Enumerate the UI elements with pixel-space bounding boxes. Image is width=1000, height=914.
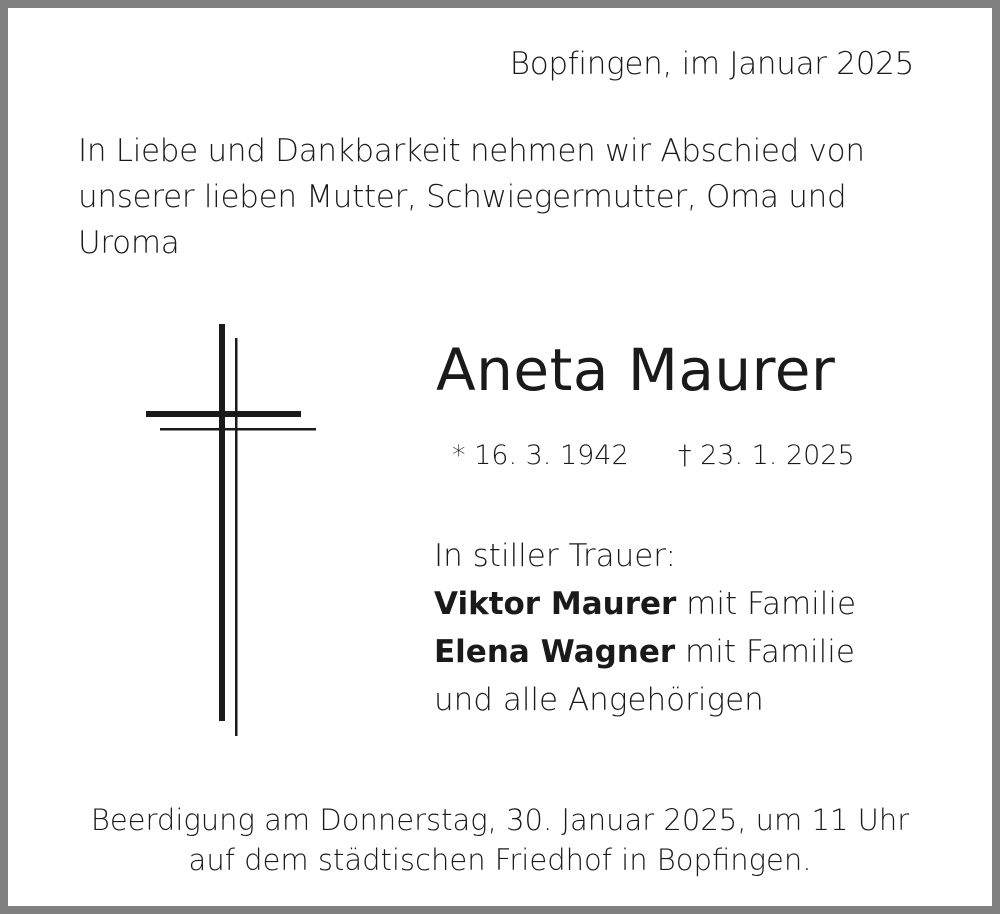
- mourner-name: Elena Wagner: [434, 634, 676, 670]
- deceased-name: Aneta Maurer: [436, 336, 836, 404]
- mourners-block: [434, 532, 856, 724]
- mourners-others: und alle Angehörigen: [434, 682, 764, 718]
- funeral-info: [0, 800, 1000, 880]
- mourner-family: [434, 580, 856, 628]
- birth-date: * 16. 3. 1942: [452, 440, 629, 471]
- mourner-suffix: mit Familie: [675, 634, 855, 670]
- mourner-suffix: mit Familie: [676, 586, 857, 622]
- mourners-heading: In stiller Trauer:: [434, 538, 676, 574]
- funeral-line: auf dem städtischen Friedhof in Bopfingen.: [188, 843, 812, 877]
- death-date: † 23. 1. 2025: [678, 440, 855, 471]
- mourner-name: Viktor Maurer: [434, 586, 677, 622]
- cross-icon: [140, 320, 320, 740]
- place-date: Bopfingen, im Januar 2025: [509, 46, 914, 82]
- intro-text: In Liebe und Dankbarkeit nehmen wir Abschied von unserer lieben Mutter, Schwiegermutter, Oma und Uroma: [78, 133, 865, 261]
- mourner-family: [434, 628, 856, 676]
- funeral-line: Beerdigung am Donnerstag, 30. Januar 2025, um 11 Uhr: [90, 803, 910, 837]
